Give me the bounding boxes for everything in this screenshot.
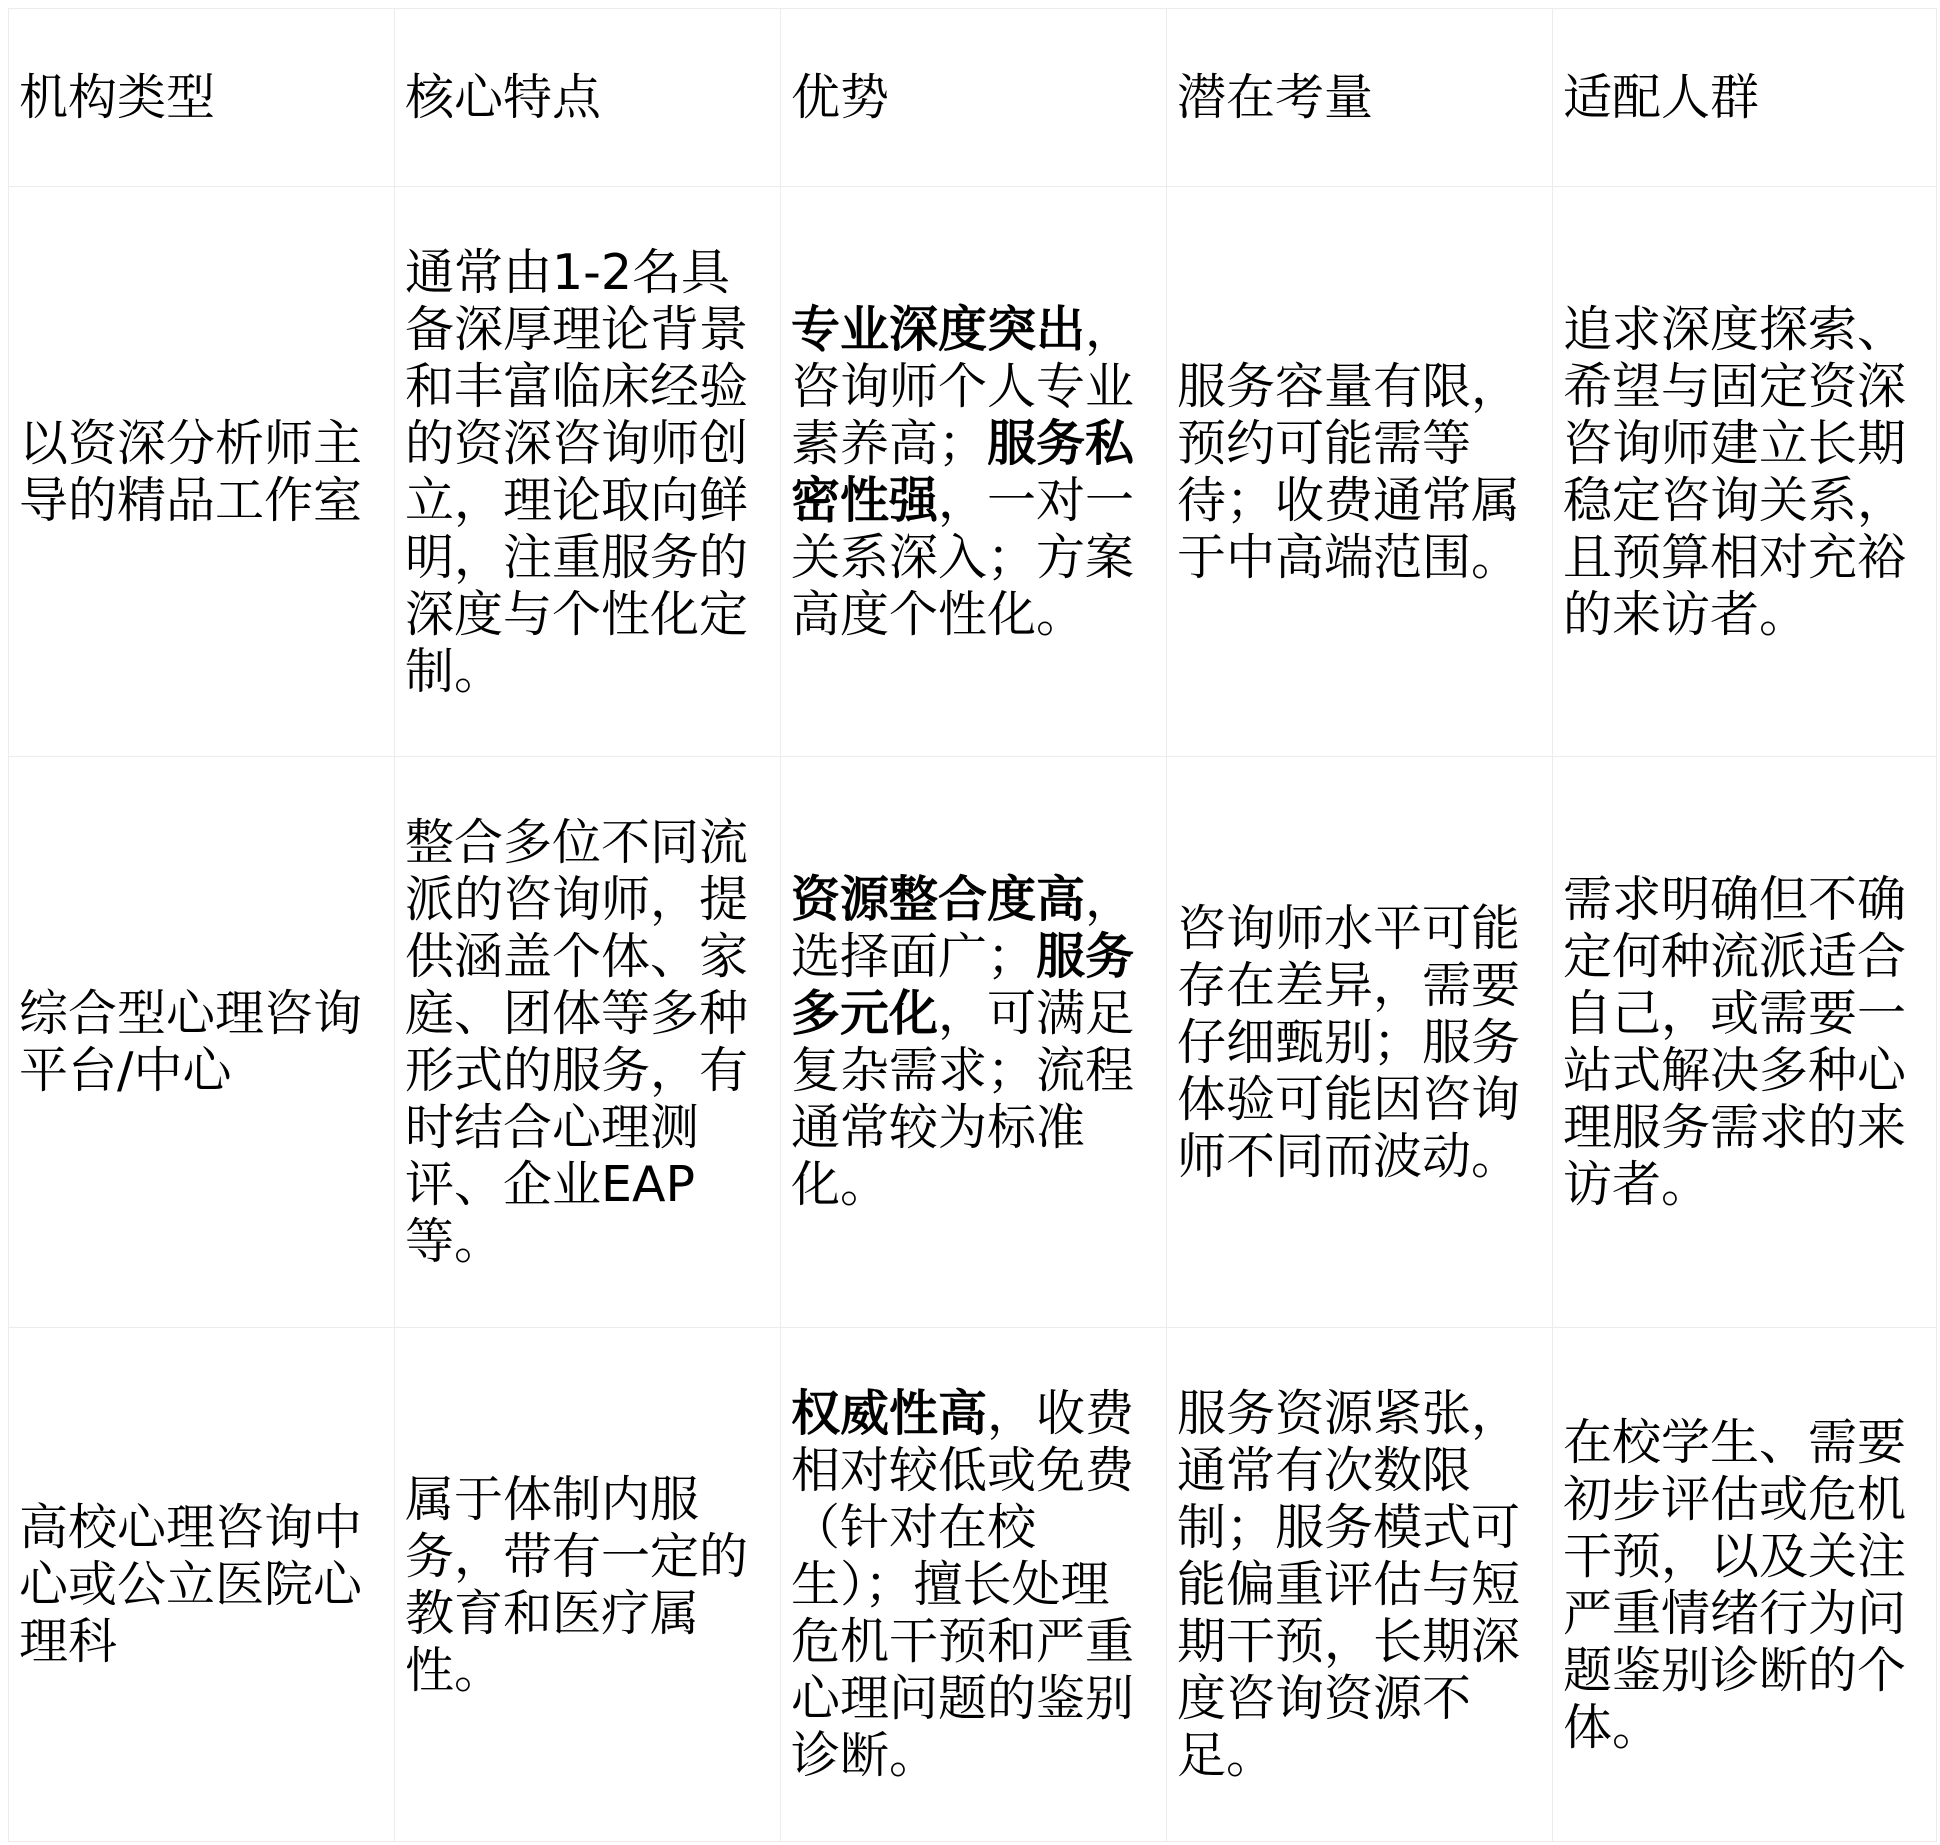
- header-type: 机构类型: [9, 9, 395, 187]
- advantage-segment: ，可满足复杂需求；流程通常较为标准化。: [791, 985, 1135, 1213]
- header-considerations: 潜在考量: [1167, 9, 1553, 187]
- institution-comparison-table: [8, 8, 1937, 1842]
- considerations-cell: 服务容量有限，预约可能需等待；收费通常属于中高端范围。: [1167, 187, 1553, 757]
- advantage-segment: 资源整合度高: [791, 871, 1086, 928]
- advantages-cell: [781, 187, 1167, 757]
- features-cell: 通常由1-2名具备深厚理论背景和丰富临床经验的资深咨询师创立，理论取向鲜明，注重服务的深度与个性化定制。: [395, 187, 781, 757]
- advantage-segment: 权威性高: [791, 1385, 988, 1442]
- advantage-segment: ，咨询师个人专业素养高；: [791, 300, 1135, 472]
- audience-cell: 追求深度探索、希望与固定资深咨询师建立长期稳定咨询关系，且预算相对充裕的来访者。: [1553, 187, 1937, 757]
- audience-cell: 需求明确但不确定何种流派适合自己，或需要一站式解决多种心理服务需求的来访者。: [1553, 757, 1937, 1328]
- institution-type-cell: 以资深分析师主导的精品工作室: [9, 187, 395, 757]
- header-audience: 适配人群: [1553, 9, 1937, 187]
- institution-type-cell: 高校心理咨询中心或公立医院心理科: [9, 1328, 395, 1842]
- features-cell: 属于体制内服务，带有一定的教育和医疗属性。: [395, 1328, 781, 1842]
- advantage-segment: 服务私密性强: [791, 414, 1135, 529]
- table-row: [9, 187, 1937, 757]
- table-header-row: [9, 9, 1937, 187]
- advantage-segment: ，收费相对较低或免费（针对在校生）；擅长处理危机干预和严重心理问题的鉴别诊断。: [791, 1385, 1135, 1784]
- institution-type-cell: 综合型心理咨询平台/中心: [9, 757, 395, 1328]
- advantages-cell: [781, 757, 1167, 1328]
- table-row: [9, 757, 1937, 1328]
- advantage-segment: ，一对一关系深入；方案高度个性化。: [791, 471, 1135, 643]
- considerations-cell: 服务资源紧张，通常有次数限制；服务模式可能偏重评估与短期干预，长期深度咨询资源不足。: [1167, 1328, 1553, 1842]
- features-cell: 整合多位不同流派的咨询师，提供涵盖个体、家庭、团体等多种形式的服务，有时结合心理测评、企业EAP等。: [395, 757, 781, 1328]
- advantages-cell: [781, 1328, 1167, 1842]
- header-advantages: 优势: [781, 9, 1167, 187]
- advantage-segment: ，选择面广；: [791, 871, 1135, 985]
- audience-cell: 在校学生、需要初步评估或危机干预，以及关注严重情绪行为问题鉴别诊断的个体。: [1553, 1328, 1937, 1842]
- advantage-segment: 专业深度突出: [791, 300, 1086, 358]
- considerations-cell: 咨询师水平可能存在差异，需要仔细甄别；服务体验可能因咨询师不同而波动。: [1167, 757, 1553, 1328]
- advantage-segment: 服务多元化: [791, 928, 1135, 1042]
- table-row: [9, 1328, 1937, 1842]
- header-features: 核心特点: [395, 9, 781, 187]
